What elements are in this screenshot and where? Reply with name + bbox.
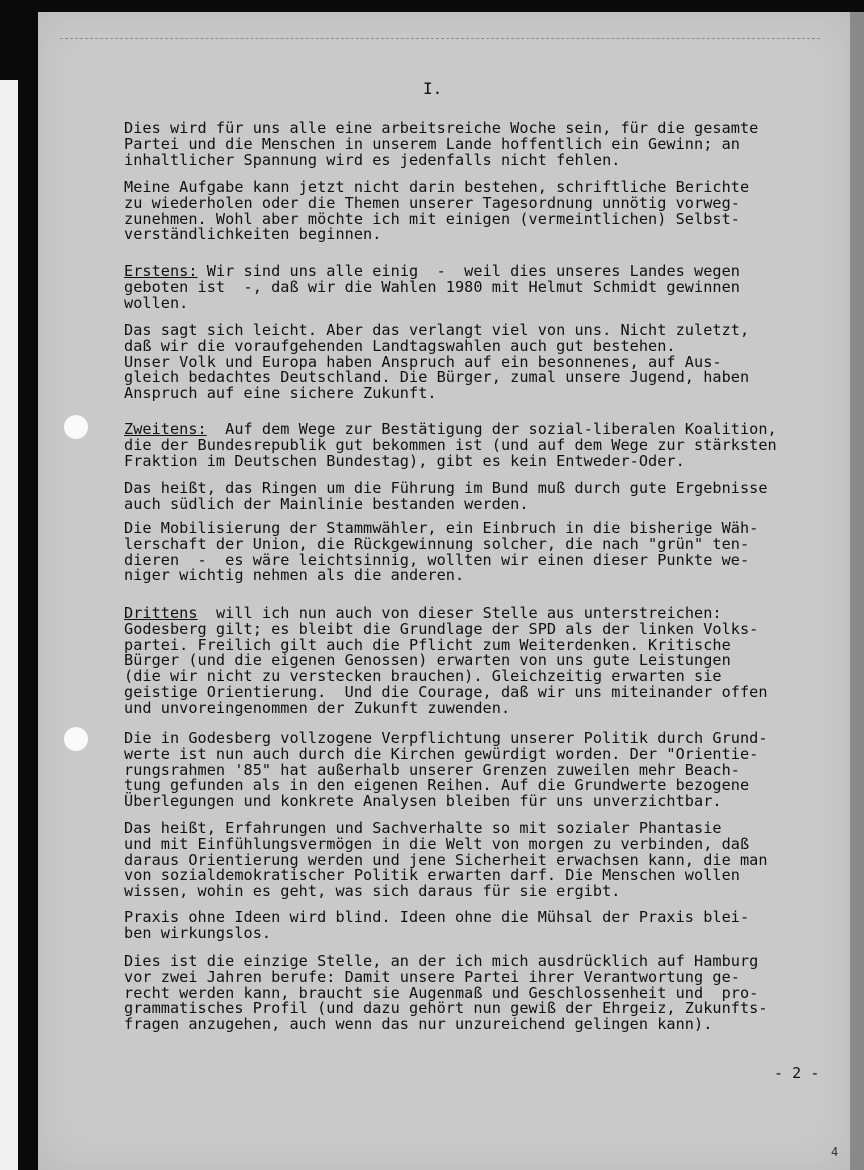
paragraph [124, 323, 749, 402]
text-line: gleich bedachtes Deutschland. Die Bürger, zumal unsere Jugend, haben [124, 368, 750, 387]
text-line: verständlichkeiten beginnen. [124, 225, 382, 244]
text-line: Das heißt, Erfahrungen und Sachverhalte so mit sozialer Phantasie [124, 819, 722, 837]
top-dashed-line [60, 38, 820, 39]
text-line: grammatisches Profil (und dazu gehört nun gewiß der Ehrgeiz, Zukunfts- [124, 999, 768, 1018]
punch-hole-bottom [64, 727, 88, 751]
text-line: Die Mobilisierung der Stammwähler, ein Einbruch in die bisherige Wäh- [124, 519, 759, 537]
text-line: partei. Freilich gilt auch die Pflicht zum Weiterdenken. Kritische [124, 635, 731, 654]
text-line: recht werden kann, braucht sie Augenmaß und Geschlossenheit und pro- [124, 983, 759, 1002]
paragraph [124, 121, 758, 168]
text-line: und mit Einfühlungsvermögen in die Welt von morgen zu verbinden, daß [124, 834, 750, 853]
text-line: (die wir nicht zu verstecken brauchen). Gleichzeitig erwarten sie [124, 667, 722, 686]
text-line: fragen anzugehen, auch wenn das nur unzureichend gelingen kann). [124, 1015, 713, 1034]
text-line: Anspruch auf eine sichere Zukunft. [124, 384, 437, 403]
paragraph-label: Zweitens: [124, 420, 207, 438]
text-line: Überlegungen und konkrete Analysen bleiben für uns unverzichtbar. [124, 792, 722, 811]
text-line: Partei und die Menschen in unserem Lande hoffentlich ein Gewinn; an [124, 134, 740, 153]
text-line: Unser Volk und Europa haben Anspruch auf ein besonnenes, auf Aus- [124, 352, 722, 371]
page-number: - 2 - [774, 1064, 820, 1082]
paragraph [124, 731, 768, 810]
text-line: Dies ist die einzige Stelle, an der ich mich ausdrücklich auf Hamburg [124, 952, 759, 970]
paragraph [124, 954, 768, 1033]
text-line: dieren - es wäre leichtsinnig, wollten wir einen dieser Punkte we- [124, 550, 750, 569]
text-line: niger wichtig nehmen als die anderen. [124, 566, 465, 585]
text-line: tung gefunden als in den eigenen Reihen. Auf die Grundwerte bezogene [124, 776, 750, 795]
text-line: rungsrahmen '85" hat außerhalb unserer Grenzen zuweilen mehr Beach- [124, 760, 740, 779]
scan-right-edge [850, 12, 864, 1170]
scan-left-margin [0, 80, 18, 1170]
paragraph [124, 422, 777, 469]
text-line: daraus Orientierung werden und jene Sicherheit erwachsen kann, die man [124, 850, 768, 869]
text-line: Godesberg gilt; es bleibt die Grundlage der SPD als der linken Volks- [124, 619, 759, 638]
text-line: inhaltlicher Spannung wird es jedenfalls nicht fehlen. [124, 150, 621, 169]
paragraph [124, 606, 768, 717]
text-line: vor zwei Jahren berufe: Damit unsere Partei ihrer Verantwortung ge- [124, 967, 740, 986]
paragraph [124, 910, 749, 942]
text-line: Meine Aufgabe kann jetzt nicht darin bestehen, schriftliche Berichte [124, 178, 750, 196]
text-line: daß wir die voraufgehenden Landtagswahlen auch gut bestehen. [124, 336, 676, 355]
text-line: Das sagt sich leicht. Aber das verlangt viel von uns. Nicht zuletzt, [124, 321, 750, 339]
paragraph [124, 521, 758, 584]
text-line: Dies wird für uns alle eine arbeitsreiche Woche sein, für die gesamte [124, 119, 759, 137]
text-line: geistige Orientierung. Und die Courage, daß wir uns miteinander offen [124, 682, 768, 701]
text-line: zunehmen. Wohl aber möchte ich mit einigen (vermeintlichen) Selbst- [124, 209, 740, 228]
corner-mark: 4 [831, 1145, 839, 1159]
paragraph-label: Erstens: [124, 262, 198, 280]
text-line: zu wiederholen oder die Themen unserer Tagesordnung unnötig vorweg- [124, 193, 740, 212]
text-line: wollen. [124, 293, 189, 312]
text-line: geboten ist -, daß wir die Wahlen 1980 mit Helmut Schmidt gewinnen [124, 277, 740, 296]
punch-hole-top [64, 415, 88, 439]
paragraph [124, 180, 749, 243]
text-line: Bürger (und die eigenen Genossen) erwarten von uns gute Leistungen [124, 651, 731, 670]
paragraph-label: Drittens [124, 604, 198, 622]
text-line: Erstens: Wir sind uns alle einig - weil dies unseres Landes wegen [124, 262, 740, 280]
text-line: von sozialdemokratischer Politik erwarten darf. Die Menschen wollen [124, 866, 740, 885]
paragraph [124, 481, 768, 513]
text-line: auch südlich der Mainlinie bestanden werden. [124, 494, 529, 513]
text-line: Zweitens: Auf dem Wege zur Bestätigung der sozial-liberalen Koalition, [124, 420, 777, 438]
section-heading: I. [423, 79, 443, 98]
text-line: Drittens will ich nun auch von dieser Stelle aus unterstreichen: [124, 604, 722, 622]
text-line: die der Bundesrepublik gut bekommen ist (und auf dem Wege zur stärksten [124, 435, 777, 454]
text-line: werte ist nun auch durch die Kirchen gewürdigt worden. Der "Orientie- [124, 744, 759, 763]
text-line: wissen, wohin es geht, was sich daraus für sie ergibt. [124, 882, 621, 901]
text-line: Praxis ohne Ideen wird blind. Ideen ohne die Mühsal der Praxis blei- [124, 908, 750, 926]
text-line: Die in Godesberg vollzogene Verpflichtung unserer Politik durch Grund- [124, 729, 768, 747]
text-line: und unvoreingenommen der Zukunft zuwenden. [124, 698, 511, 717]
paragraph [124, 821, 768, 900]
text-line: Fraktion im Deutschen Bundestag), gibt es kein Entweder-Oder. [124, 451, 685, 470]
text-line: Das heißt, das Ringen um die Führung im Bund muß durch gute Ergebnisse [124, 479, 768, 497]
paragraph [124, 264, 740, 311]
text-line: lerschaft der Union, die Rückgewinnung solcher, die nach "grün" ten- [124, 534, 750, 553]
text-line: ben wirkungslos. [124, 923, 272, 942]
